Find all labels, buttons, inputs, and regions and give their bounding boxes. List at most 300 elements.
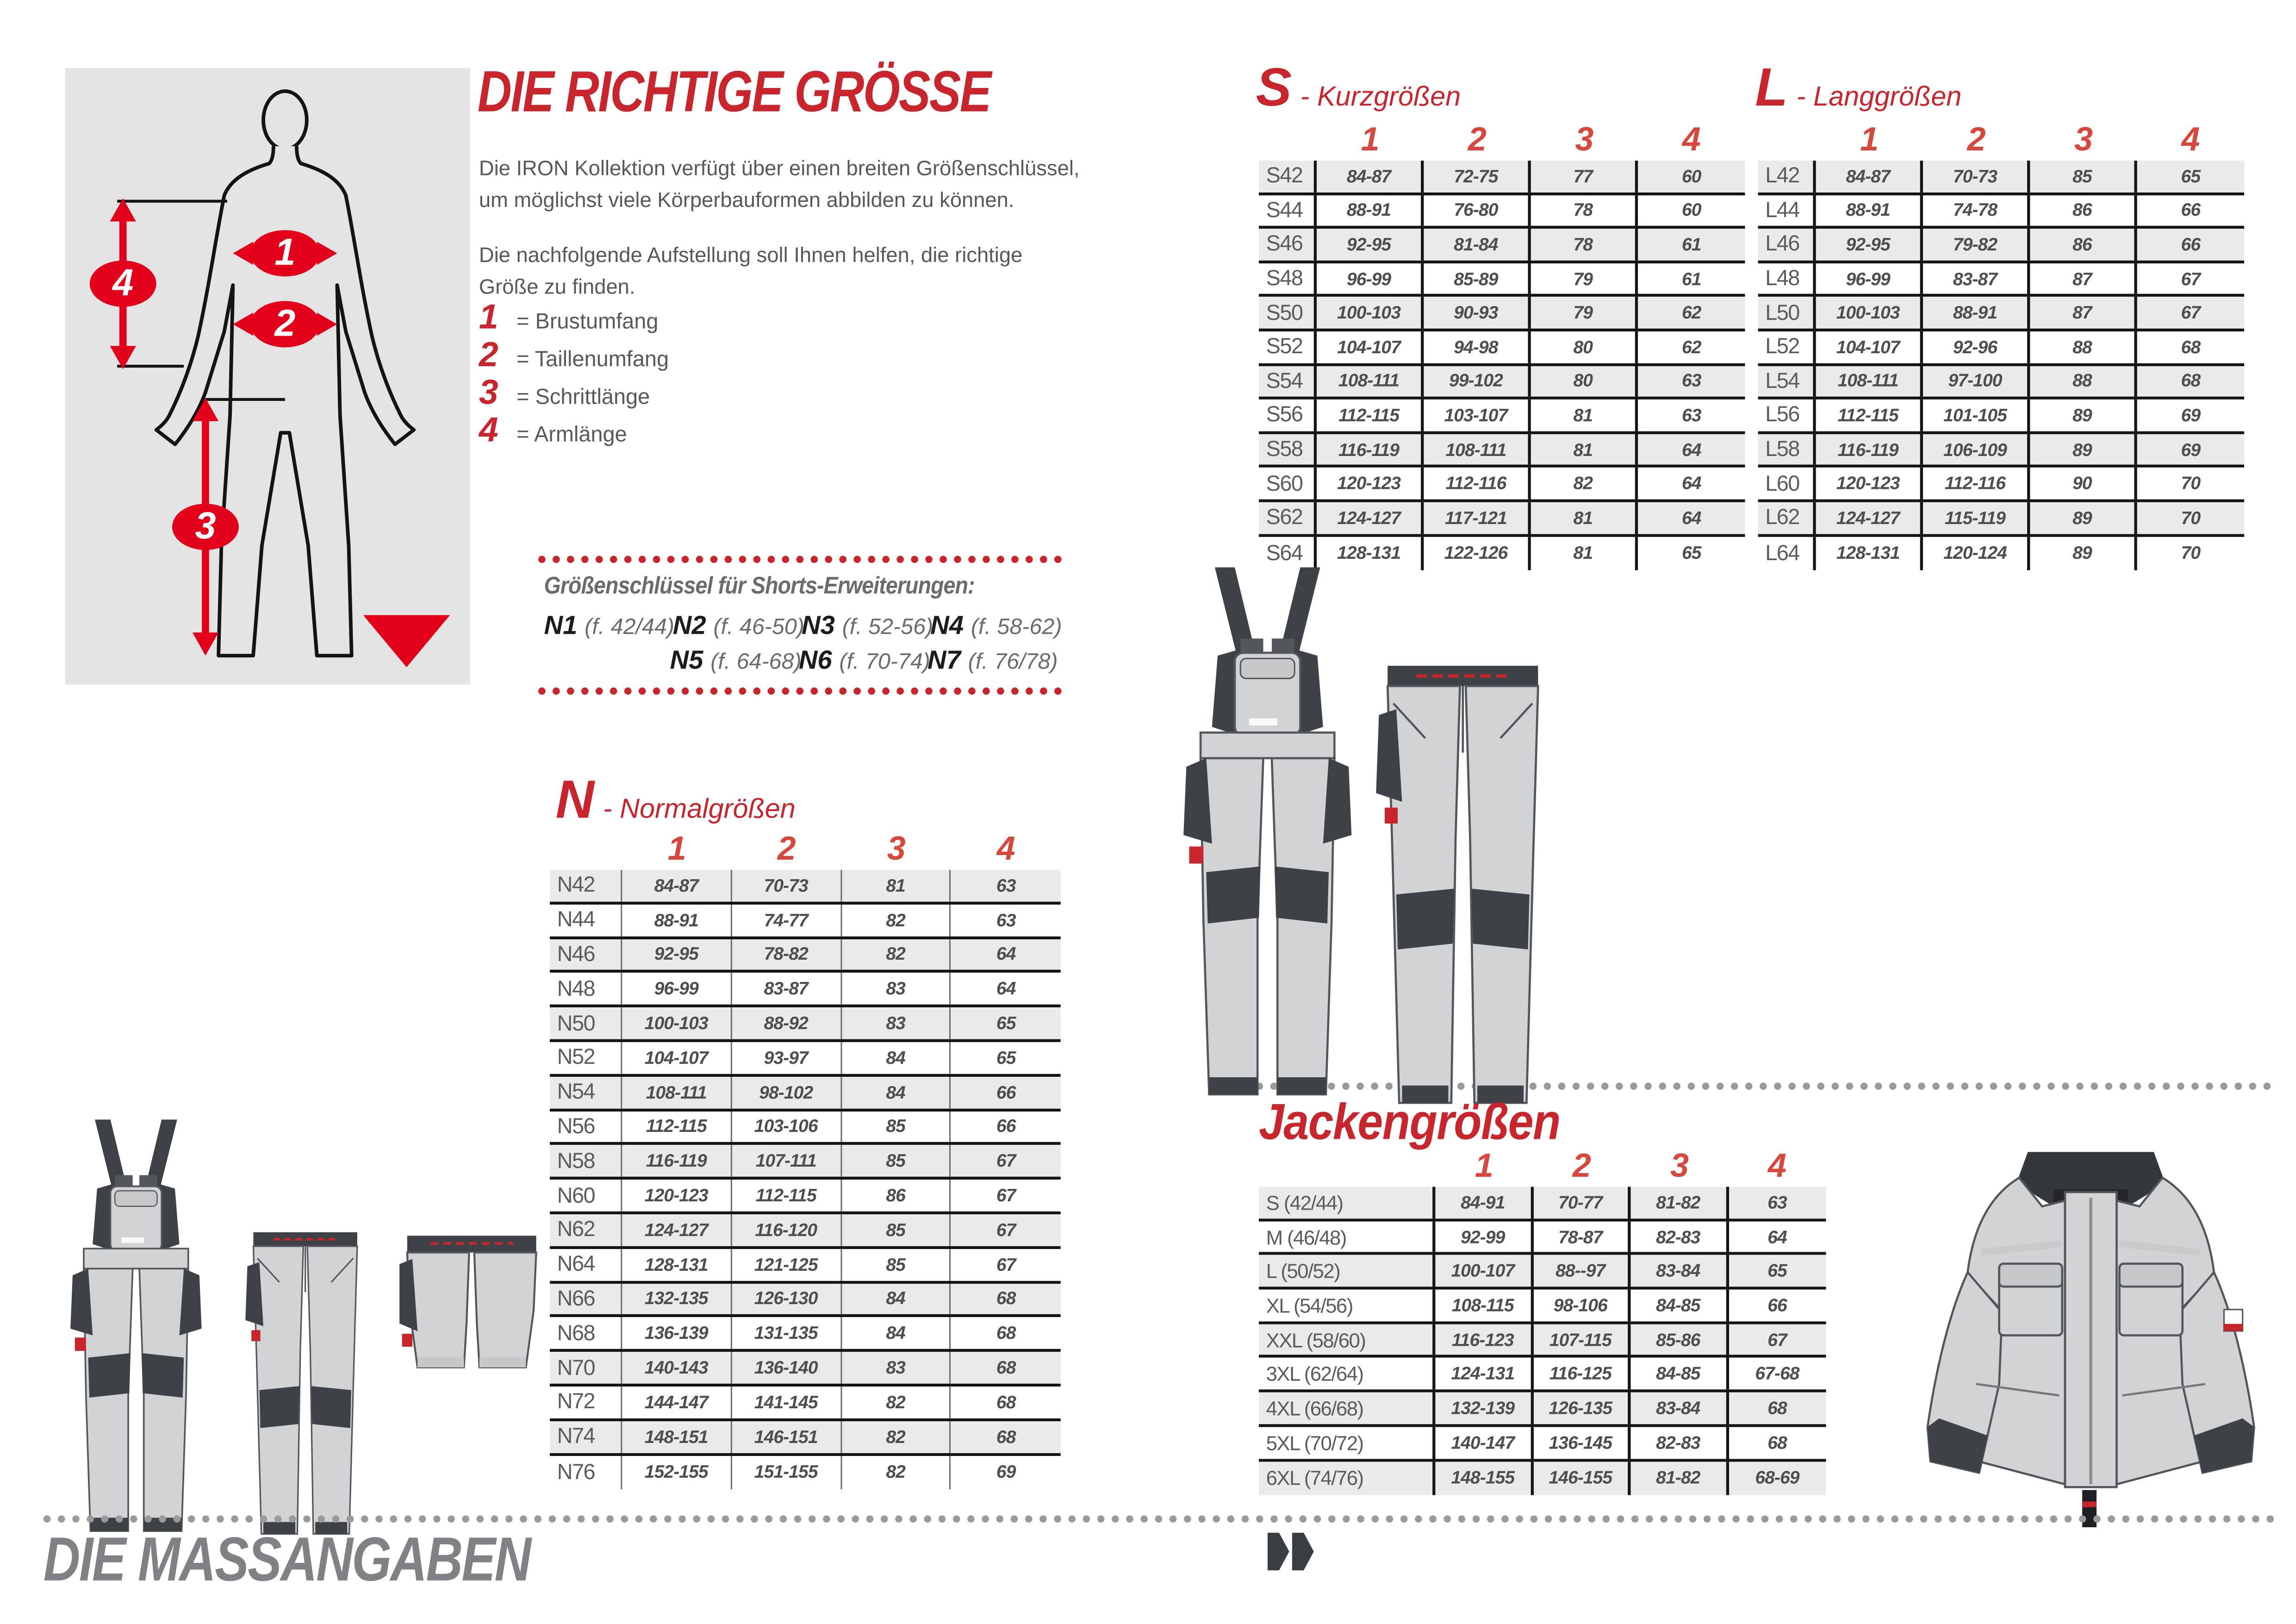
table-row [1259, 1324, 1826, 1358]
column-header-1: 1 [1860, 120, 1879, 158]
size-value: 81 [1531, 434, 1638, 465]
bib-overall-illustration [1175, 564, 1360, 1106]
legend-label: = Taillenumfang [516, 347, 669, 372]
size-value: 81-82 [1630, 1187, 1728, 1218]
size-value: 84-85 [1630, 1358, 1728, 1390]
shorts-size-key [538, 556, 1062, 695]
table-row [1259, 400, 1745, 434]
size-label: XXL (58/60) [1259, 1324, 1435, 1355]
size-value: 112-116 [1923, 468, 2030, 500]
size-value: 115-119 [1923, 502, 2030, 534]
size-value: 82 [841, 1421, 951, 1452]
size-value: 84-87 [1317, 161, 1424, 192]
size-label: N72 [550, 1387, 622, 1418]
size-value: 70 [2181, 473, 2201, 494]
size-label: L52 [1758, 331, 1816, 363]
size-value: 151-155 [732, 1455, 841, 1490]
shorts-key-item-N4 [930, 610, 1062, 641]
size-label: L58 [1758, 434, 1816, 465]
size-value: 104-107 [1816, 331, 1923, 363]
size-value: 84-91 [1435, 1187, 1533, 1218]
table-row [1259, 1427, 1826, 1461]
size-label: L46 [1758, 229, 1816, 261]
column-header-2: 2 [777, 829, 796, 867]
column-header-2: 2 [1572, 1146, 1591, 1184]
size-value: 85-89 [1424, 263, 1531, 294]
legend-number: 4 [479, 411, 498, 450]
size-value: 124-131 [1435, 1358, 1533, 1390]
size-value: 74-78 [1923, 195, 2030, 226]
size-label: N60 [550, 1180, 622, 1212]
size-value: 61 [1681, 269, 1701, 289]
column-header-2: 2 [1967, 120, 1986, 158]
shorts-key-code: N5 [670, 644, 711, 674]
shorts-key-line-2 [544, 643, 1057, 677]
size-value: 89 [2030, 536, 2137, 570]
size-value: 78-82 [732, 939, 841, 970]
size-value: 128-131 [1816, 536, 1923, 570]
size-value: 108-111 [1317, 366, 1424, 397]
table-column-headers [1816, 119, 2244, 161]
table-row [1259, 1255, 1826, 1290]
size-value: 88-91 [1816, 195, 1923, 226]
size-value: 67 [2181, 269, 2201, 289]
table-row [1259, 502, 1745, 537]
shorts-key-code: N1 [544, 610, 585, 639]
size-value: 79-82 [1923, 229, 2030, 261]
size-value: 117-121 [1424, 502, 1531, 534]
size-value: 85 [841, 1249, 951, 1280]
work-trousers-illustration [1375, 663, 1551, 1112]
size-value: 66 [996, 1082, 1016, 1103]
column-header-3: 3 [2074, 120, 2093, 158]
shorts-key-code: N3 [802, 610, 842, 639]
size-value: 90-93 [1424, 297, 1531, 329]
size-label: N62 [550, 1214, 622, 1246]
size-value: 148-155 [1435, 1461, 1533, 1495]
size-value: 60 [1681, 166, 1701, 187]
size-value: 124-127 [1317, 502, 1424, 534]
size-value: 128-131 [1317, 536, 1424, 570]
size-value: 136-139 [622, 1318, 732, 1349]
size-value: 63 [1681, 371, 1701, 392]
size-value: 98-102 [732, 1076, 841, 1108]
size-value: 63 [1681, 405, 1701, 426]
size-value: 85 [841, 1214, 951, 1246]
size-label: S50 [1259, 297, 1317, 329]
size-value: 70-77 [1533, 1187, 1630, 1218]
size-value: 86 [841, 1180, 951, 1212]
size-value: 83-87 [1923, 263, 2030, 294]
size-value: 68 [2181, 337, 2201, 357]
table-row [1758, 366, 2244, 400]
size-value: 63 [996, 910, 1016, 931]
table-row [550, 973, 1061, 1007]
table-row [550, 1249, 1061, 1283]
size-label: N42 [550, 870, 622, 901]
size-value: 61 [1681, 234, 1701, 255]
size-label: N50 [550, 1008, 622, 1039]
work-jacket-illustration [1919, 1141, 2263, 1556]
size-label: S60 [1259, 468, 1317, 500]
size-value: 64 [1681, 507, 1701, 528]
size-value: 63 [996, 875, 1016, 896]
size-value: 116-119 [622, 1145, 732, 1177]
size-value: 96-99 [622, 973, 732, 1005]
size-label: L50 [1758, 297, 1816, 329]
table-row [1758, 195, 2244, 229]
table-column-headers [622, 828, 1061, 870]
size-label: L60 [1758, 468, 1816, 500]
size-value: 65 [2181, 166, 2201, 187]
size-label: L42 [1758, 161, 1816, 192]
shorts-key-code: N2 [672, 610, 714, 639]
size-value: 79 [1531, 263, 1638, 294]
column-header-4: 4 [2181, 120, 2200, 158]
jacket-sizes-title: Jackengrößen [1258, 1094, 1560, 1151]
size-label: S42 [1259, 161, 1317, 192]
size-value: 120-123 [1317, 468, 1424, 500]
size-value: 68 [996, 1357, 1016, 1378]
size-value: 84 [841, 1318, 951, 1349]
s-table-letter: S [1256, 58, 1290, 118]
size-value: 66 [996, 1116, 1016, 1137]
s-table-title [1256, 58, 1461, 119]
size-value: 132-139 [1435, 1393, 1533, 1424]
size-value: 80 [1531, 366, 1638, 397]
table-row [1259, 229, 1745, 263]
size-value: 74-77 [732, 904, 841, 936]
table-row [550, 1042, 1061, 1076]
size-value: 98-106 [1533, 1290, 1630, 1321]
size-value: 140-143 [622, 1352, 732, 1384]
size-value: 85 [2030, 161, 2137, 192]
size-value: 136-140 [732, 1352, 841, 1384]
table-row [1259, 331, 1745, 366]
size-value: 83-84 [1630, 1255, 1728, 1287]
size-value: 101-105 [1923, 400, 2030, 431]
size-value: 97-100 [1923, 366, 2030, 397]
table-row [550, 1318, 1061, 1352]
size-label: S54 [1259, 366, 1317, 397]
size-value: 92-99 [1435, 1221, 1533, 1253]
table-row [1259, 161, 1745, 195]
size-value: 90 [2030, 468, 2137, 500]
size-value: 83 [841, 973, 951, 1005]
legend-label: = Brustumfang [516, 310, 659, 335]
size-value: 116-119 [1816, 434, 1923, 465]
intro-paragraph-1: Die IRON Kollektion verfügt über einen breiten Größenschlüssel, um möglichst viele Körperbauformen abbilden zu können. [479, 157, 1080, 214]
size-value: 68 [996, 1392, 1016, 1412]
size-value: 107-111 [732, 1145, 841, 1177]
size-value: 68 [1767, 1398, 1787, 1418]
table-row [550, 1352, 1061, 1387]
jacket-size-table [1259, 1146, 1826, 1495]
size-label: M (46/48) [1259, 1221, 1435, 1253]
size-value: 88-91 [1923, 297, 2030, 329]
shorts-key-range: (f. 58-62) [971, 614, 1062, 639]
size-value: 93-97 [732, 1042, 841, 1074]
shorts-key-range: (f. 70-74) [839, 649, 930, 674]
size-value: 66 [2181, 234, 2201, 255]
s-table-name: - Kurzgrößen [1300, 82, 1461, 113]
size-value: 144-147 [622, 1387, 732, 1418]
table-row [550, 1214, 1061, 1249]
size-value: 69 [2181, 405, 2201, 426]
size-value: 103-107 [1424, 400, 1531, 431]
size-value: 85 [841, 1111, 951, 1143]
size-label: N56 [550, 1111, 622, 1143]
table-row [1758, 502, 2244, 537]
size-label: XL (54/56) [1259, 1290, 1435, 1321]
table-row [1259, 1393, 1826, 1427]
l-table-letter: L [1755, 58, 1786, 118]
size-value: 88-91 [622, 904, 732, 936]
size-label: 4XL (66/68) [1259, 1393, 1435, 1424]
shorts-key-range: (f. 52-56) [842, 614, 933, 639]
column-header-4: 4 [996, 829, 1015, 867]
table-row [1259, 366, 1745, 400]
size-value: 112-115 [1317, 400, 1424, 431]
size-value: 112-115 [732, 1180, 841, 1212]
legend-number: 3 [479, 373, 498, 413]
table-row [1758, 434, 2244, 468]
column-header-2: 2 [1468, 120, 1487, 158]
size-label: N66 [550, 1283, 622, 1315]
l-size-table [1758, 119, 2244, 570]
table-row [550, 1008, 1061, 1042]
size-value: 64 [996, 944, 1016, 965]
size-label: S (42/44) [1259, 1187, 1435, 1218]
size-value: 64 [1681, 473, 1701, 494]
size-value: 82-83 [1630, 1221, 1728, 1253]
size-value: 62 [1681, 337, 1701, 357]
shorts-key-item-N5 [670, 644, 802, 675]
size-value: 116-125 [1533, 1358, 1630, 1390]
size-value: 87 [2030, 263, 2137, 294]
size-value: 140-147 [1435, 1427, 1533, 1458]
size-value: 92-95 [622, 939, 732, 970]
size-value: 148-151 [622, 1421, 732, 1452]
size-label: S64 [1259, 536, 1317, 570]
size-label: L54 [1758, 366, 1816, 397]
size-value: 124-127 [1816, 502, 1923, 534]
size-value: 69 [996, 1462, 1016, 1483]
size-label: 5XL (70/72) [1259, 1427, 1435, 1458]
size-value: 85 [841, 1145, 951, 1177]
table-row [1259, 297, 1745, 331]
size-value: 84-87 [622, 870, 732, 901]
legend-label: = Schrittlänge [516, 385, 650, 410]
legend-item-4 [479, 411, 669, 449]
size-label: S56 [1259, 400, 1317, 431]
dotted-divider-bottom [44, 1515, 2276, 1523]
size-label: S44 [1259, 195, 1317, 226]
size-value: 128-131 [622, 1249, 732, 1280]
table-row [1259, 468, 1745, 502]
size-value: 146-151 [732, 1421, 841, 1452]
size-label: N58 [550, 1145, 622, 1177]
size-value: 107-115 [1533, 1324, 1630, 1355]
size-value: 104-107 [622, 1042, 732, 1074]
size-value: 84 [841, 1283, 951, 1315]
size-value: 68-69 [1755, 1468, 1799, 1489]
size-value: 78-87 [1533, 1221, 1630, 1253]
table-row [1758, 229, 2244, 263]
shorts-key-item-N1 [544, 610, 673, 641]
size-value: 70-73 [1923, 161, 2030, 192]
size-value: 67 [1767, 1329, 1787, 1350]
size-value: 83-87 [732, 973, 841, 1005]
size-value: 65 [1681, 543, 1701, 564]
table-row [1758, 400, 2244, 434]
table-row [550, 1111, 1061, 1145]
size-label: S48 [1259, 263, 1317, 294]
size-value: 146-155 [1533, 1461, 1630, 1495]
size-label: S52 [1259, 331, 1317, 363]
size-value: 88 [2030, 331, 2137, 363]
table-row [1259, 1290, 1826, 1324]
table-row [1259, 1358, 1826, 1393]
size-value: 131-135 [732, 1318, 841, 1349]
size-value: 152-155 [622, 1455, 732, 1490]
shorts-key-code: N6 [798, 644, 840, 674]
size-value: 78 [1531, 229, 1638, 261]
size-value: 112-116 [1424, 468, 1531, 500]
table-row [550, 870, 1061, 904]
shorts-key-range: (f. 46-50) [713, 614, 804, 639]
size-label: S46 [1259, 229, 1317, 261]
size-value: 108-115 [1435, 1290, 1533, 1321]
size-value: 79 [1531, 297, 1638, 329]
size-value: 89 [2030, 400, 2137, 431]
size-label: N44 [550, 904, 622, 936]
size-value: 67 [996, 1220, 1016, 1240]
size-value: 68 [2181, 371, 2201, 392]
size-value: 116-120 [732, 1214, 841, 1246]
shorts-key-line-1 [544, 608, 1062, 643]
body-measurement-diagram [65, 68, 470, 685]
size-value: 124-127 [622, 1214, 732, 1246]
size-value: 65 [1767, 1261, 1787, 1281]
size-label: 3XL (62/64) [1259, 1358, 1435, 1390]
size-value: 136-145 [1533, 1427, 1630, 1458]
size-value: 92-95 [1816, 229, 1923, 261]
size-label: S62 [1259, 502, 1317, 534]
table-row [1758, 297, 2244, 331]
work-trousers-small-illustration [243, 1230, 367, 1540]
column-header-1: 1 [1361, 120, 1380, 158]
n-table-title [556, 770, 796, 831]
size-value: 88 [2030, 366, 2137, 397]
size-value: 92-96 [1923, 331, 2030, 363]
size-value: 65 [996, 1013, 1016, 1034]
table-row [1758, 161, 2244, 195]
size-value: 82 [841, 939, 951, 970]
size-value: 88-91 [1317, 195, 1424, 226]
size-value: 121-125 [732, 1249, 841, 1280]
size-value: 116-119 [1317, 434, 1424, 465]
size-value: 84-87 [1816, 161, 1923, 192]
size-value: 81 [1531, 502, 1638, 534]
size-value: 106-109 [1923, 434, 2030, 465]
shorts-key-code: N4 [930, 610, 971, 639]
size-label: L56 [1758, 400, 1816, 431]
size-label: N70 [550, 1352, 622, 1384]
size-value: 81-82 [1630, 1461, 1728, 1495]
table-row [1259, 434, 1745, 468]
size-value: 120-123 [1816, 468, 1923, 500]
column-header-4: 4 [1682, 120, 1701, 158]
size-label: L (50/52) [1259, 1255, 1435, 1287]
size-value: 104-107 [1317, 331, 1424, 363]
size-value: 88-92 [732, 1008, 841, 1039]
size-value: 70-73 [732, 870, 841, 901]
size-value: 68 [996, 1288, 1016, 1309]
table-row [550, 1421, 1061, 1455]
shorts-key-item-N2 [673, 610, 802, 641]
size-value: 81-84 [1424, 229, 1531, 261]
size-value: 69 [2181, 439, 2201, 460]
size-value: 80 [1531, 331, 1638, 363]
table-row [550, 1180, 1061, 1214]
table-row [550, 1076, 1061, 1111]
legend-number: 1 [479, 298, 498, 337]
column-header-1: 1 [1475, 1146, 1493, 1184]
legend-item-1 [479, 298, 669, 336]
s-size-table [1259, 119, 1745, 570]
size-value: 100-103 [1816, 297, 1923, 329]
size-label: N64 [550, 1249, 622, 1280]
size-value: 78 [1531, 195, 1638, 226]
size-value: 86 [2030, 195, 2137, 226]
table-row [550, 939, 1061, 973]
size-value: 81 [1531, 536, 1638, 570]
legend-label: = Armlänge [516, 422, 627, 448]
size-label: N46 [550, 939, 622, 970]
size-value: 83 [841, 1008, 951, 1039]
size-value: 64 [1767, 1226, 1787, 1247]
size-value: 67 [996, 1185, 1016, 1206]
size-value: 108-111 [1424, 434, 1531, 465]
size-label: 6XL (74/76) [1259, 1461, 1435, 1495]
legend-item-2 [479, 336, 669, 373]
size-value: 84-85 [1630, 1290, 1728, 1321]
table-row [1259, 195, 1745, 229]
size-value: 112-115 [1816, 400, 1923, 431]
l-table-title [1755, 58, 1961, 119]
size-value: 81 [841, 870, 951, 901]
size-value: 96-99 [1317, 263, 1424, 294]
size-value: 108-111 [1816, 366, 1923, 397]
size-value: 122-126 [1424, 536, 1531, 570]
table-row [1758, 536, 2244, 570]
size-value: 72-75 [1424, 161, 1531, 192]
size-value: 65 [996, 1048, 1016, 1068]
table-row [550, 904, 1061, 938]
table-row [1259, 1221, 1826, 1255]
size-value: 116-123 [1435, 1324, 1533, 1355]
size-value: 87 [2030, 297, 2137, 329]
size-value: 120-123 [622, 1180, 732, 1212]
size-label: L48 [1758, 263, 1816, 294]
size-value: 83 [841, 1352, 951, 1384]
size-value: 99-102 [1424, 366, 1531, 397]
table-row [550, 1283, 1061, 1318]
table-column-headers [1435, 1146, 1826, 1187]
size-value: 100-103 [622, 1008, 732, 1039]
legend-number: 2 [479, 336, 498, 375]
